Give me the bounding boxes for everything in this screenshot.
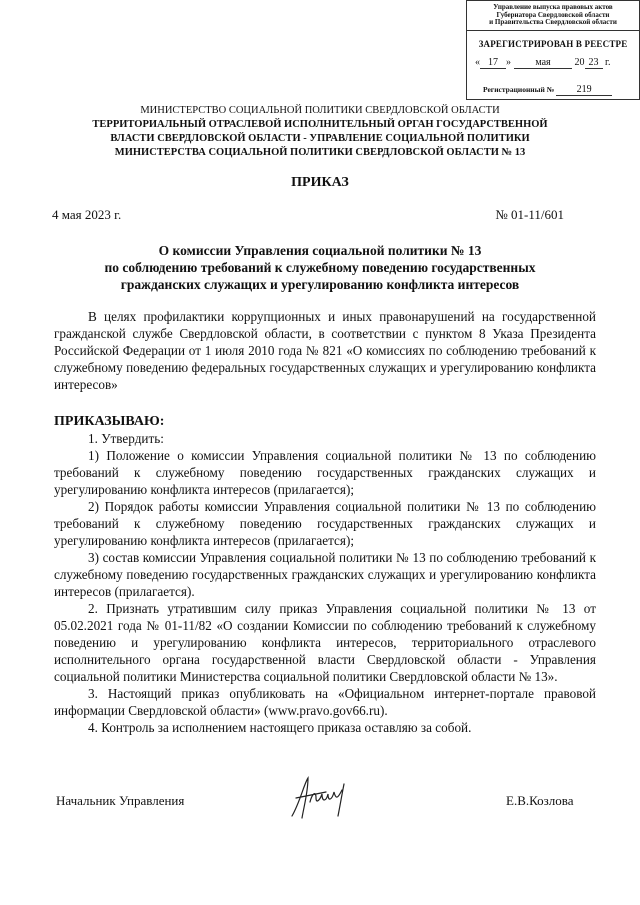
stamp-reg-label: Регистрационный № <box>483 85 555 94</box>
document-body-intro <box>54 308 596 393</box>
paragraph-4: 4. Контроль за исполнением настоящего приказа оставляю за собой. <box>88 720 472 735</box>
stamp-date-mid: » <box>506 57 511 68</box>
stamp-registered-label: ЗАРЕГИСТРИРОВАН В РЕЕСТРЕ <box>478 38 628 49</box>
signer-name: Е.В.Козлова <box>506 793 574 808</box>
signer-position: Начальник Управления <box>56 793 185 808</box>
document-number: № 01-11/601 <box>495 207 564 222</box>
paragraph-3: 3. Настоящий приказ опубликовать на «Официальном интернет-портале правовой информации Свердловской области» (www.pravo.gov66.ru). <box>54 686 596 718</box>
stamp-day: 17 <box>480 57 506 69</box>
stamp-month: мая <box>514 57 572 69</box>
stamp-header <box>467 1 639 31</box>
ministry-line: МИНИСТЕРСТВО СОЦИАЛЬНОЙ ПОЛИТИКИ СВЕРДЛОВСКОЙ ОБЛАСТИ <box>140 105 500 116</box>
stamp-reg-number-row <box>483 84 612 96</box>
ministry-line: ТЕРРИТОРИАЛЬНЫЙ ОТРАСЛЕВОЙ ИСПОЛНИТЕЛЬНЫЙ ОРГАН ГОСУДАРСТВЕННОЙ <box>92 119 548 130</box>
stamp-header-line: и Правительства Свердловской области <box>489 18 617 26</box>
ministry-header <box>0 104 640 160</box>
intro-paragraph: В целях профилактики коррупционных и иных правонарушений на государственной гражданской службе Свердловской области, в соответствии с пунктом 8 Указа Президента Российской Федерации от 1 июля 2010 года № 821 «О комиссиях по соблюдению требований к служебному поведению федеральных государственных служащих и урегулированию конфликта интересов» <box>54 309 596 392</box>
stamp-year-end: г. <box>605 57 611 68</box>
registration-stamp <box>466 0 640 100</box>
paragraph-1: 1. Утвердить: <box>88 431 164 446</box>
paragraph-1-2: 2) Порядок работы комиссии Управления социальной политики № 13 по соблюдению требований к служебному поведению государственных гражданских служащих и урегулированию конфликта интересов (прилагается); <box>54 499 596 548</box>
document-title: ПРИКАЗ <box>291 175 349 190</box>
paragraph-2: 2. Признать утратившим силу приказ Управления социальной политики № 13 от 05.02.2021 года № 01-11/82 «О создании Комиссии по соблюдению требований к служебному поведению и урегулированию конфликта интересов, территориального отраслевого исполнительного органа государственной власти Свердловской области - Управления социальной политики Министерства социальной политики Свердловской области № 13». <box>54 601 596 684</box>
subject-line: О комиссии Управления социальной политики № 13 <box>158 243 482 258</box>
stamp-year: 23 <box>585 57 603 69</box>
stamp-reg-number: 219 <box>556 84 612 96</box>
document-subject <box>0 242 640 293</box>
paragraph-1-3: 3) состав комиссии Управления социальной политики № 13 по соблюдению требований к служебному поведению государственных гражданских служащих и урегулированию конфликта интересов (прилагается). <box>54 550 596 599</box>
order-heading: ПРИКАЗЫВАЮ: <box>54 414 165 429</box>
stamp-year-prefix: 20 <box>574 57 585 68</box>
document-date: 4 мая 2023 г. <box>52 207 122 222</box>
paragraph-1-1: 1) Положение о комиссии Управления социальной политики № 13 по соблюдению требований к служебному поведению государственных гражданских служащих и урегулированию конфликта интересов (прилагается); <box>54 448 596 497</box>
ministry-line: МИНИСТЕРСТВА СОЦИАЛЬНОЙ ПОЛИТИКИ СВЕРДЛОВСКОЙ ОБЛАСТИ № 13 <box>114 147 526 158</box>
stamp-date-open: « <box>475 57 480 68</box>
document-body <box>54 413 596 736</box>
stamp-header-line: Губернатора Свердловской области <box>496 10 610 19</box>
handwritten-signature <box>286 772 350 822</box>
ministry-line: ВЛАСТИ СВЕРДЛОВСКОЙ ОБЛАСТИ - УПРАВЛЕНИЕ СОЦИАЛЬНОЙ ПОЛИТИКИ <box>110 133 530 144</box>
subject-line: гражданских служащих и урегулированию конфликта интересов <box>120 277 520 292</box>
stamp-date <box>475 57 610 69</box>
subject-line: по соблюдению требований к служебному поведению государственных <box>104 260 536 275</box>
stamp-header-line: Управление выпуска правовых актов <box>493 3 613 11</box>
